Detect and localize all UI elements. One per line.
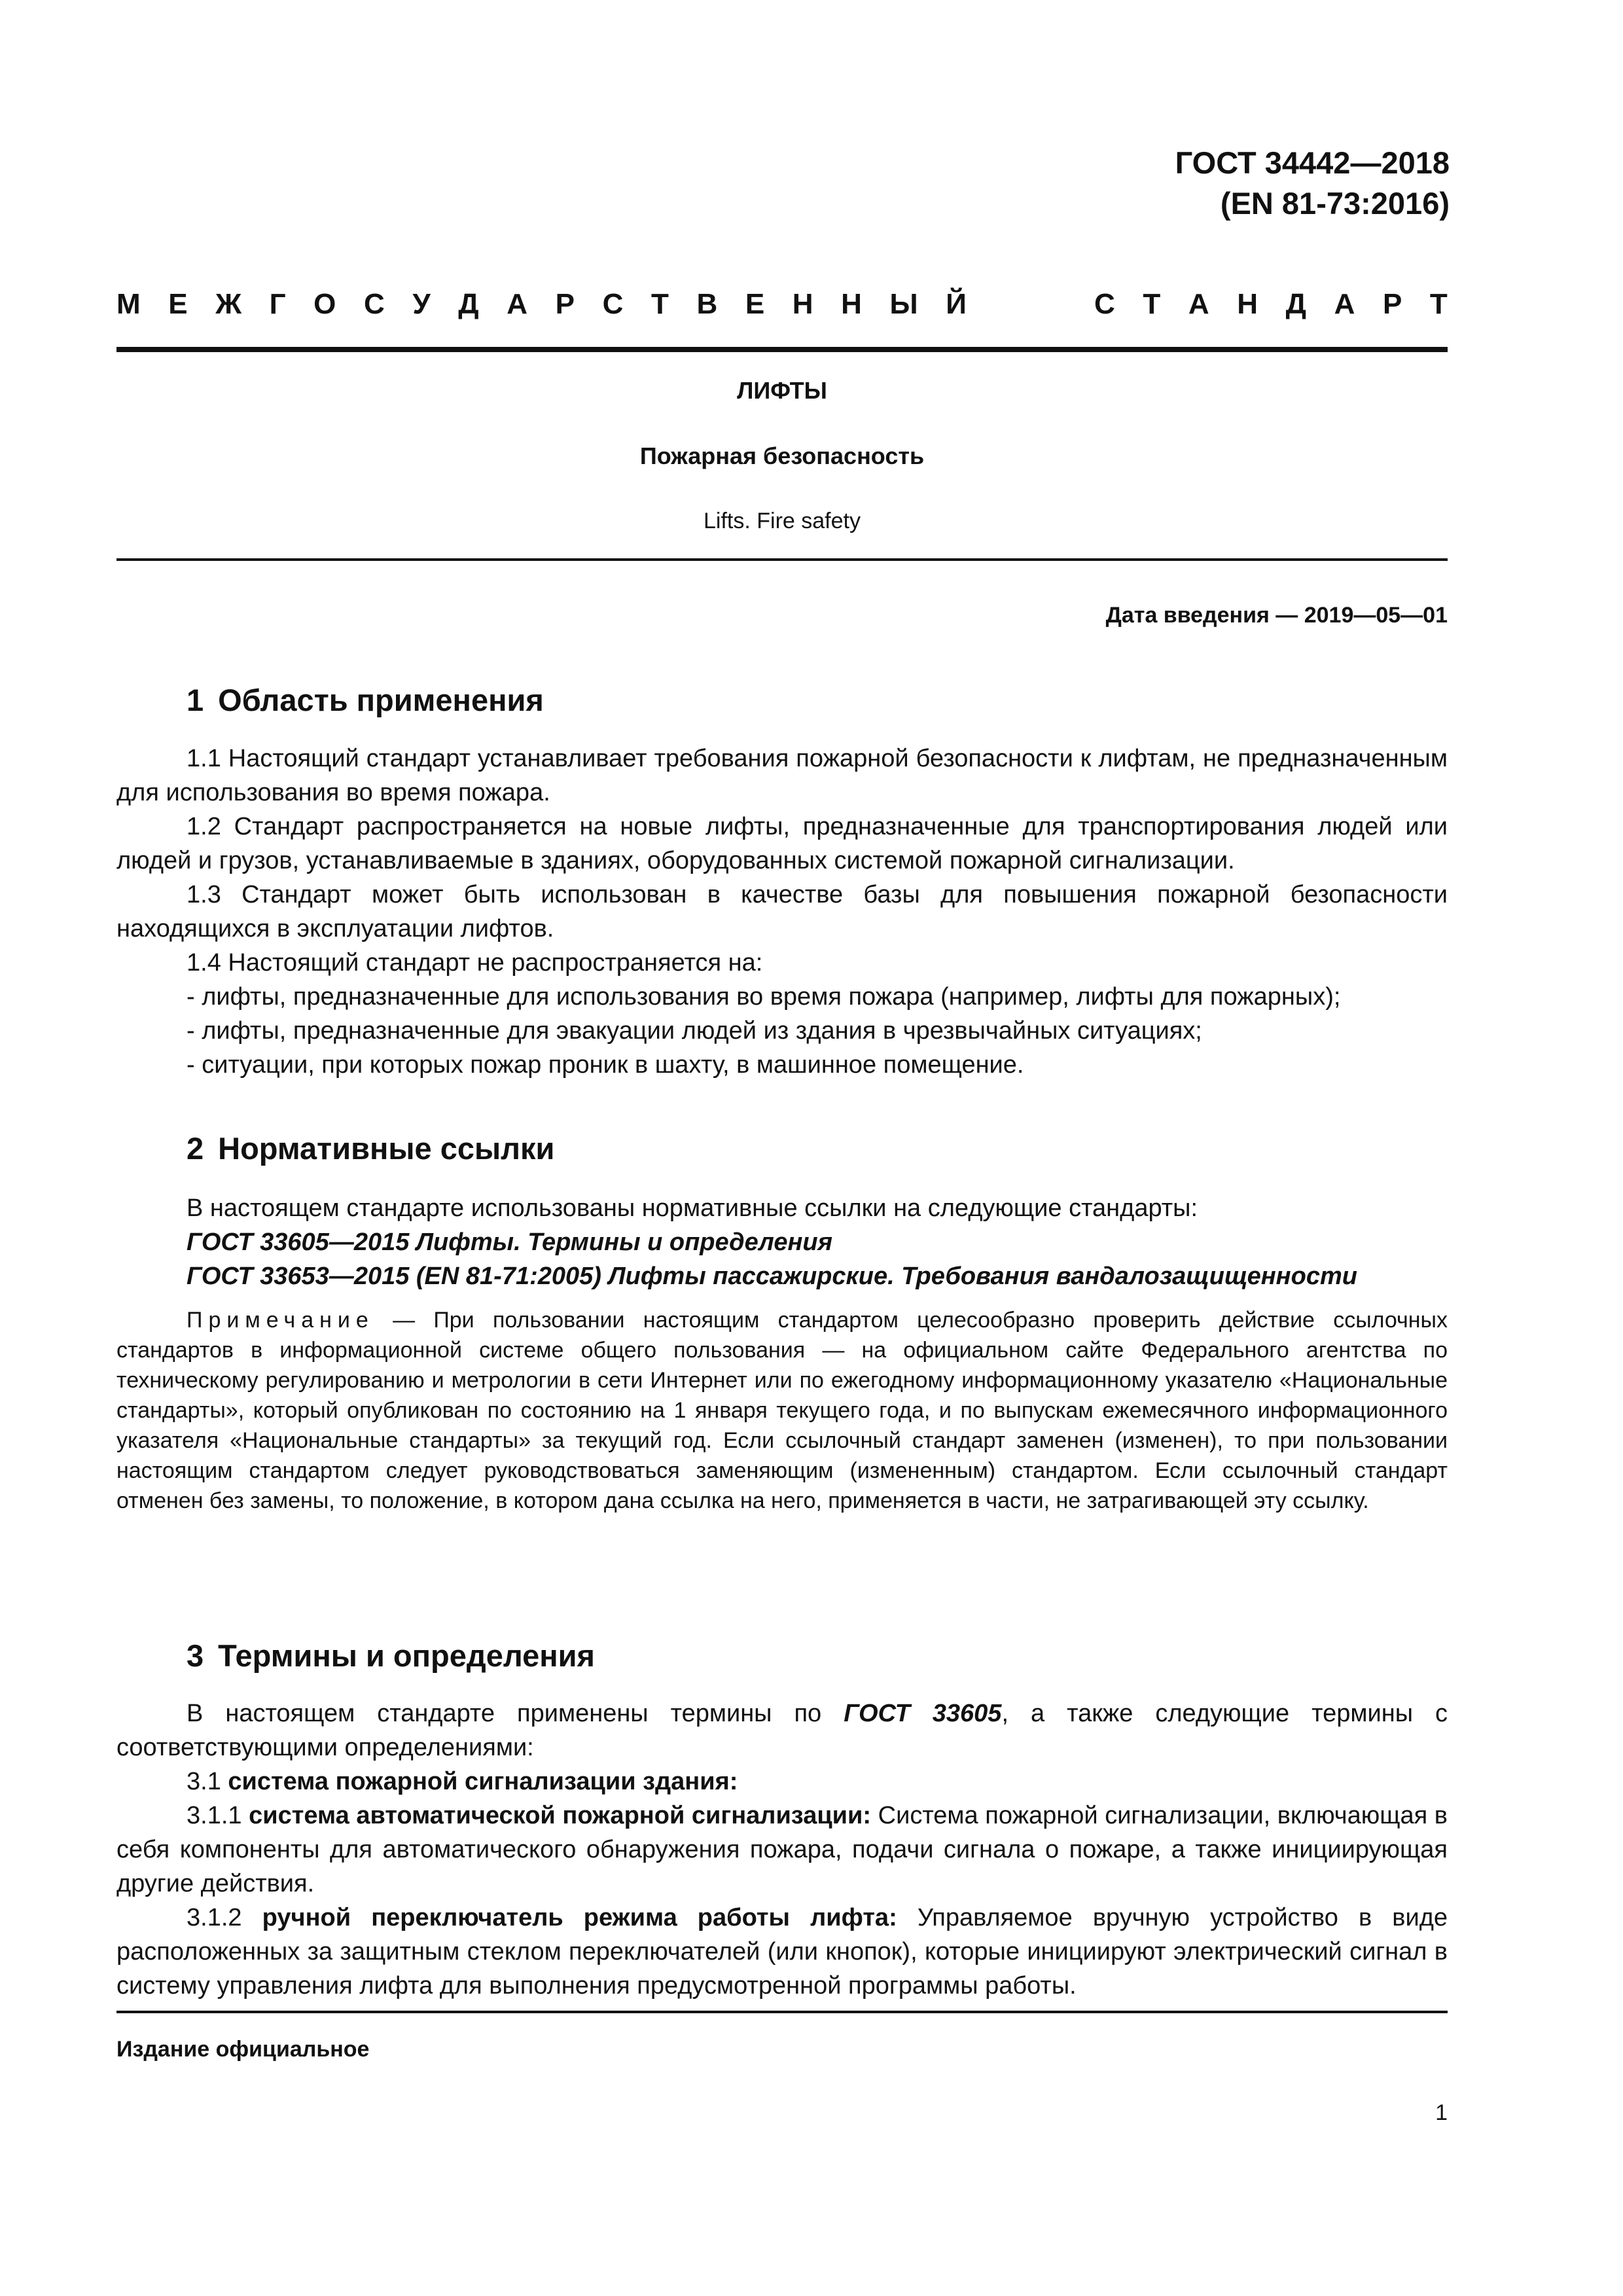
section-number: 3 — [187, 1638, 204, 1673]
banner-letter: Г — [269, 288, 286, 320]
references-intro: В настоящем стандарте использованы нормативные ссылки на следующие стандарты: — [187, 1194, 1198, 1222]
document-title-english: Lifts. Fire safety — [704, 509, 861, 533]
section-number: 2 — [187, 1131, 204, 1166]
term-definition: Управляемое вручную устройство в виде расположенных за защитным стеклом переключателей (или кнопок), которые инициируют электрический сигнал в систему управления лифта для выполнения предусмотренной программы работы. — [116, 1904, 1448, 2000]
clause-1-1: 1.1 Настоящий стандарт устанавливает требования пожарной безопасности к лифтам, не предназначенным для использования во время пожара. — [116, 745, 1448, 806]
terms-intro — [116, 1696, 1448, 1765]
page-number: 1 — [1435, 2100, 1448, 2125]
banner-letter: Н — [841, 288, 862, 320]
terms-intro-text: В настоящем стандарте применены термины по — [187, 1700, 844, 1727]
section-1-heading — [187, 681, 544, 720]
clause-1-4: 1.4 Настоящий стандарт не распространяется на: — [187, 949, 763, 977]
note-label: Примечание — [187, 1308, 374, 1333]
term-name: система пожарной сигнализации здания: — [228, 1768, 738, 1795]
banner-letter: Р — [1382, 288, 1402, 320]
terms-intro-text-end: , а также следующие термины с соответствующими определениями: — [116, 1700, 1448, 1761]
section-number: 1 — [187, 683, 204, 717]
term-3-1-2 — [116, 1901, 1448, 2003]
banner-letter: Н — [792, 288, 813, 320]
en-equivalent: (EN 81-73:2016) — [1220, 186, 1450, 221]
section-title: Область применения — [218, 683, 544, 717]
banner-letter: С — [1094, 288, 1115, 320]
title-divider — [116, 558, 1448, 561]
term-number: 3.1 — [187, 1768, 221, 1795]
banner-word-gap — [994, 286, 1066, 323]
standard-type-banner — [116, 286, 1448, 323]
banner-letter: А — [507, 288, 528, 320]
reference-item: ГОСТ 33605—2015 Лифты. Термины и определения — [187, 1229, 832, 1256]
section-2-heading — [187, 1129, 554, 1168]
document-number — [1175, 143, 1450, 224]
term-name: ручной переключатель режима работы лифта: — [262, 1904, 897, 1931]
clause-1-2: 1.2 Стандарт распространяется на новые лифты, предназначенные для транспортирования людей или людей и грузов, устанавливаемые в зданиях, оборудованных системой пожарной сигнализации. — [116, 813, 1448, 874]
gost-number: ГОСТ 34442—2018 — [1175, 145, 1450, 180]
list-item: - лифты, предназначенные для эвакуации людей из здания в чрезвычайных ситуациях; — [187, 1017, 1202, 1045]
term-number: 3.1.2 — [187, 1904, 242, 1931]
document-title: ЛИФТЫ — [737, 377, 827, 404]
banner-letter: Д — [1285, 288, 1306, 320]
banner-letter: В — [696, 288, 718, 320]
banner-letter: Р — [555, 288, 575, 320]
banner-letter: Т — [1143, 288, 1161, 320]
banner-letter: Т — [651, 288, 669, 320]
banner-letter: Ы — [889, 288, 918, 320]
banner-letter: Т — [1429, 288, 1448, 320]
term-3-1 — [116, 1765, 1448, 1799]
section-title: Термины и определения — [218, 1638, 595, 1673]
banner-letter: М — [116, 288, 141, 320]
banner-letter: Е — [168, 288, 188, 320]
term-definition: Система пожарной сигнализации, включающая в себя компоненты для автоматического обнаружения пожара, подачи сигнала о пожаре, а также инициирующая другие действия. — [116, 1802, 1448, 1897]
footer-divider — [116, 2011, 1448, 2013]
list-item: - лифты, предназначенные для использования во время пожара (например, лифты для пожарных); — [187, 983, 1341, 1011]
banner-letter: О — [313, 288, 336, 320]
official-edition-label: Издание официальное — [116, 2037, 370, 2062]
banner-letter: Д — [458, 288, 479, 320]
term-3-1-1 — [116, 1799, 1448, 1901]
terms-intro-reference: ГОСТ 33605 — [844, 1700, 1002, 1727]
banner-letter: А — [1188, 288, 1209, 320]
note-text: — При пользовании настоящим стандартом целесообразно проверить действие ссылочных стандартов в информационной системе общего пользования — на официальном сайте Федерального агентства по техническому регулированию и метрологии в сети Интернет или по ежегодному информационному указателю «Национальные стандарты», который опубликован по состоянию на 1 января текущего года, и по выпускам ежемесячного информационного указателя «Национальные стандарты» за текущий год. Если ссылочный стандарт заменен (изменен), то при пользовании настоящим стандартом следует руководствоваться заменяющим (измененным) стандартом. Если ссылочный стандарт отменен без замены, то положение, в котором дана ссылка на него, применяется в части, не затрагивающей эту ссылку. — [116, 1308, 1448, 1513]
banner-letter: С — [602, 288, 624, 320]
section-2-body — [116, 1191, 1448, 1516]
section-title: Нормативные ссылки — [218, 1131, 555, 1166]
clause-1-3: 1.3 Стандарт может быть использован в качестве базы для повышения пожарной безопасности находящихся в эксплуатации лифтов. — [116, 881, 1448, 942]
banner-letter: Е — [745, 288, 765, 320]
banner-letter: У — [412, 288, 431, 320]
introduction-date: Дата введения — 2019—05—01 — [1105, 603, 1448, 628]
banner-letter: Н — [1237, 288, 1258, 320]
banner-letter: С — [363, 288, 385, 320]
banner-letter: А — [1334, 288, 1355, 320]
document-subtitle: Пожарная безопасность — [639, 442, 925, 469]
section-3-body — [116, 1696, 1448, 2003]
references-note — [116, 1305, 1448, 1516]
banner-letter: Ж — [215, 288, 241, 320]
term-name: система автоматической пожарной сигнализации: — [249, 1802, 872, 1829]
header-divider-thick — [116, 347, 1448, 352]
reference-item: ГОСТ 33653—2015 (EN 81-71:2005) Лифты пассажирские. Требования вандалозащищенности — [187, 1263, 1357, 1290]
term-number: 3.1.1 — [187, 1802, 242, 1829]
section-3-heading — [187, 1636, 595, 1676]
list-item: - ситуации, при которых пожар проник в шахту, в машинное помещение. — [187, 1051, 1024, 1079]
banner-letter: Й — [946, 288, 967, 320]
section-1-body — [116, 742, 1448, 1082]
